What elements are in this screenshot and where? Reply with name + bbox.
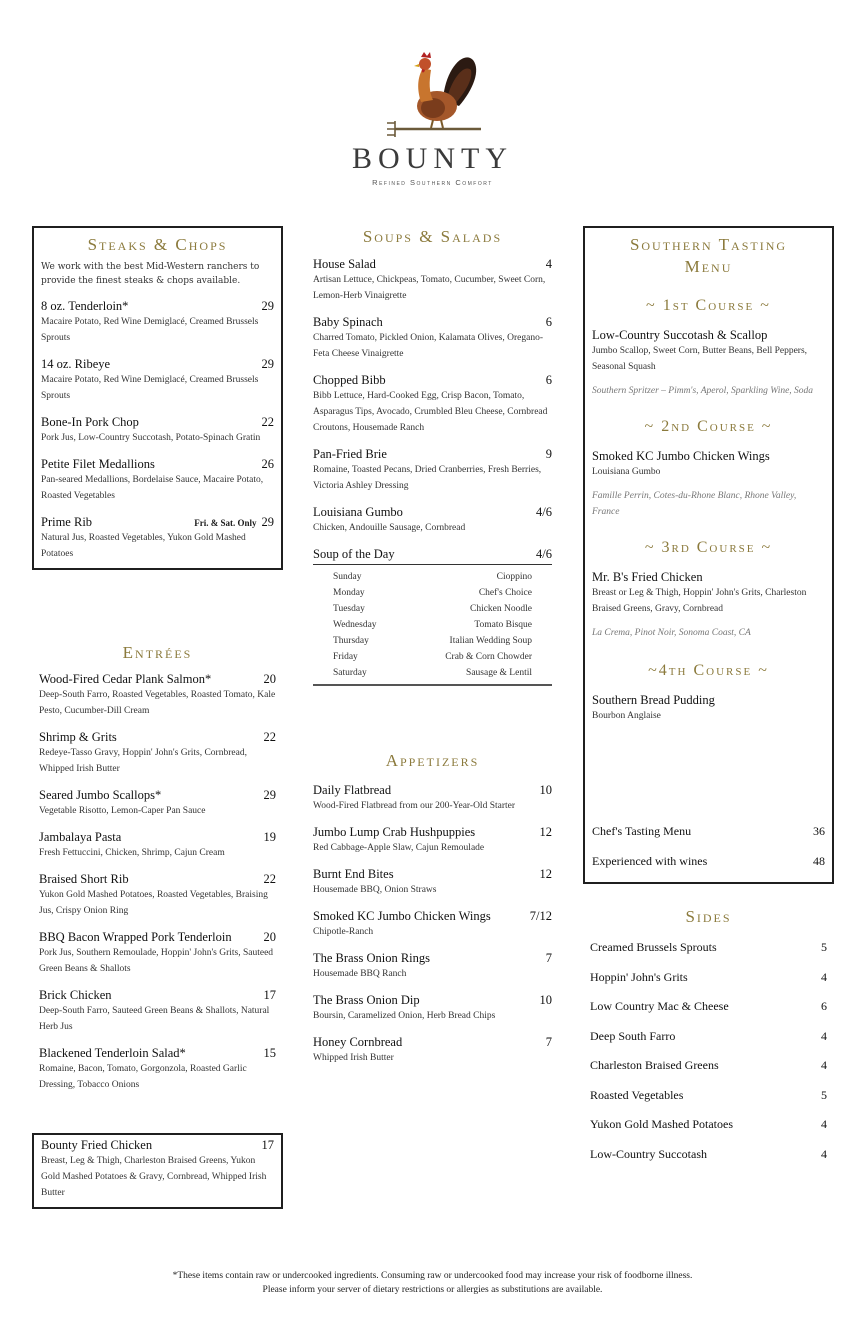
course-block [592,538,825,641]
menu-item [41,515,274,562]
course-title: ~ 3rd Course ~ [644,539,773,556]
item-price: 22 [263,730,276,744]
side-item [590,1051,827,1081]
item-name: House Salad [313,257,376,271]
menu-item [313,993,552,1024]
menu-item [313,257,552,304]
tasting-price-row [592,847,825,877]
soup-name: Chef's Choice [478,588,532,598]
soup-schedule [313,569,552,686]
side-name: Low-Country Succotash [590,1146,707,1161]
menu-item [39,1046,276,1093]
item-desc: Bibb Lettuce, Hard-Cooked Egg, Crisp Bacon, Tomato, Asparagus Tips, Avocado, Crumbled Bleu Cheese, Cornbread Croutons, Housemade Ranch [313,391,548,433]
soup-row [333,601,532,617]
item-desc: Charred Tomato, Pickled Onion, Kalamata Olives, Oregano-Feta Cheese Vinaigrette [313,333,543,359]
item-price: 29 [263,788,276,802]
soup-day: Tuesday [333,604,365,614]
soup-row [333,665,532,681]
item-desc: Romaine, Toasted Pecans, Dried Cranberries, Fresh Berries, Victoria Ashley Dressing [313,465,542,491]
course-title: ~ 1st Course ~ [646,297,771,314]
item-name: Louisiana Gumbo [313,505,403,519]
menu-item [313,447,552,494]
item-desc: Boursin, Caramelized Onion, Herb Bread Chips [313,1011,496,1021]
menu-item [313,867,552,898]
item-price: 10 [539,993,552,1007]
tasting-price-label: Chef's Tasting Menu [592,824,692,838]
tasting-price-label: Experienced with wines [592,853,708,868]
item-name: Petite Filet Medallions [41,457,155,471]
course-dish: Smoked KC Jumbo Chicken Wings [592,449,770,463]
soup-name: Sausage & Lentil [466,668,532,678]
brand-name: BOUNTY [352,142,513,175]
steaks-intro: We work with the best Mid-Western ranchers to provide the finest steaks & chops available. [41,262,260,286]
item-price: 4/6 [536,505,552,519]
menu-item [313,909,552,940]
soup-row [333,585,532,601]
item-name: Baby Spinach [313,315,383,329]
entrees-title: Entrées [122,643,193,662]
course-block [592,661,825,724]
soup-row [333,569,532,585]
item-desc: Artisan Lettuce, Chickpeas, Tomato, Cucumber, Sweet Corn, Lemon-Herb Vinaigrette [313,275,546,301]
item-desc: Wood-Fired Flatbread from our 200-Year-Old Starter [313,801,516,811]
side-item [590,933,827,963]
appetizers-section [313,750,552,1066]
course-dish: Mr. B's Fried Chicken [592,570,703,584]
item-price: 7 [545,1035,552,1049]
steaks-title: Steaks & Chops [87,235,228,254]
side-price: 5 [821,940,827,954]
item-desc: Chicken, Andouille Sausage, Cornbread [313,523,466,533]
menu-header [0,40,865,187]
item-name: 14 oz. Ribeye [41,357,111,371]
allergy-disclaimer [0,1269,865,1297]
soup-of-the-day [313,547,552,686]
course-desc: Jumbo Scallop, Sweet Corn, Butter Beans, Bell Peppers, Seasonal Squash [592,346,808,372]
side-item [590,1140,827,1170]
menu-item [41,299,274,346]
item-desc: Housemade BBQ, Onion Straws [313,885,437,895]
item-name: Blackened Tenderloin Salad* [39,1046,186,1060]
menu-item [313,951,552,982]
disclaimer-line: Please inform your server of dietary restrictions or allergies as substitutions are available. [262,1285,603,1295]
soups-salads-section [313,226,552,686]
menu-item [39,988,276,1035]
menu-item [313,783,552,814]
item-price: 17 [263,988,276,1002]
entrees-section [32,642,283,1093]
item-name: Honey Cornbread [313,1035,403,1049]
item-desc: Housemade BBQ Ranch [313,969,407,979]
appetizers-title: Appetizers [385,751,480,770]
item-desc: Deep-South Farro, Sauteed Green Beans & Shallots, Natural Herb Jus [39,1006,270,1032]
course-desc: Breast or Leg & Thigh, Hoppin' John's Grits, Charleston Braised Greens, Gravy, Cornbread [592,588,807,614]
item-desc: Red Cabbage-Apple Slaw, Cajun Remoulade [313,843,485,853]
item-name: Seared Jumbo Scallops* [39,788,162,802]
menu-item [313,315,552,362]
tasting-price-value: 48 [813,853,825,868]
side-name: Hoppin' John's Grits [590,969,688,984]
soup-row [333,617,532,633]
item-desc: Fresh Fettuccini, Chicken, Shrimp, Cajun Cream [39,848,225,858]
soup-name: Tomato Bisque [474,620,532,630]
item-price: 20 [263,930,276,944]
soup-day: Friday [333,652,358,662]
item-price: 4/6 [536,547,552,561]
sides-list [583,933,834,1169]
tasting-menu-section [583,226,834,884]
item-price: 6 [545,373,552,387]
item-price: 19 [263,830,276,844]
menu-item [39,730,276,777]
item-desc: Pork Jus, Southern Remoulade, Hoppin' John's Grits, Sauteed Green Beans & Shallots [39,948,274,974]
soup-day: Saturday [333,668,367,678]
menu-item [313,825,552,856]
item-name: Soup of the Day [313,547,395,561]
course-wine: Southern Spritzer – Pimm's, Aperol, Sparkling Wine, Soda [592,386,814,396]
menu-item [313,505,552,536]
menu-item [39,672,276,719]
sides-title: Sides [685,907,732,926]
side-price: 4 [821,1028,827,1043]
item-availability-note: Fri. & Sat. Only [194,518,257,528]
side-price: 4 [821,1117,827,1131]
soup-name: Cioppino [496,572,532,582]
item-price: 22 [261,415,274,429]
side-name: Deep South Farro [590,1028,676,1043]
item-price: 6 [545,315,552,329]
item-price: 15 [263,1046,276,1060]
item-desc: Pan-seared Medallions, Bordelaise Sauce, Macaire Potato, Roasted Vegetables [41,475,264,501]
side-item [590,963,827,993]
soup-day: Sunday [333,572,362,582]
item-name: The Brass Onion Rings [313,951,431,965]
menu-item [39,830,276,861]
soup-row [333,633,532,649]
menu-item [313,1035,552,1066]
soup-row [333,649,532,665]
item-name: Bone-In Pork Chop [41,415,139,429]
item-name: 8 oz. Tenderloin* [41,299,129,313]
steaks-section [32,226,283,570]
menu-item [313,373,552,436]
item-desc: Natural Jus, Roasted Vegetables, Yukon Gold Mashed Potatoes [41,533,246,559]
side-price: 4 [821,1058,827,1072]
item-desc: Whipped Irish Butter [313,1053,394,1063]
side-price: 6 [821,999,827,1013]
item-name: Daily Flatbread [313,783,392,797]
item-price: 22 [263,872,276,886]
item-price: 7 [545,951,552,965]
item-desc: Redeye-Tasso Gravy, Hoppin' John's Grits, Cornbread, Whipped Irish Butter [39,748,247,774]
soup-day: Wednesday [333,620,377,630]
course-desc: Louisiana Gumbo [592,467,661,477]
brand-tagline: Refined Southern Comfort [372,178,493,187]
course-block [592,417,825,520]
course-dish: Southern Bread Pudding [592,693,715,707]
item-desc: Pork Jus, Low-Country Succotash, Potato-Spinach Gratin [41,433,261,443]
course-block [592,296,825,399]
soup-day: Thursday [333,636,369,646]
item-price: 17 [261,1138,274,1152]
item-name: Shrimp & Grits [39,730,117,744]
item-name: Chopped Bibb [313,373,386,387]
item-name: Burnt End Bites [313,867,394,881]
menu-item [39,788,276,819]
item-price: 29 [261,357,274,371]
item-name: Wood-Fired Cedar Plank Salmon* [39,672,212,686]
soup-name: Chicken Noodle [469,604,532,614]
side-price: 4 [821,969,827,984]
item-price: 12 [539,867,552,881]
item-name: Prime Rib [41,515,93,529]
item-desc: Breast, Leg & Thigh, Charleston Braised Greens, Yukon Gold Mashed Potatoes & Gravy, Cornbread, Whipped Irish Butter [41,1156,267,1198]
item-name: Braised Short Rib [39,872,129,886]
item-price: 12 [539,825,552,839]
side-price: 5 [821,1087,827,1102]
item-desc: Macaire Potato, Red Wine Demiglacé, Creamed Brussels Sprouts [41,317,259,343]
menu-item [41,457,274,504]
soups-title: Soups & Salads [362,227,503,246]
menu-item [41,415,274,446]
side-name: Low Country Mac & Cheese [590,999,729,1013]
item-price: 10 [539,783,552,797]
item-name: The Brass Onion Dip [313,993,420,1007]
item-price: 4 [545,257,552,271]
item-name: Bounty Fried Chicken [41,1138,153,1152]
item-desc: Romaine, Bacon, Tomato, Gorgonzola, Roasted Garlic Dressing, Tobacco Onions [39,1064,247,1090]
course-wine: Famille Perrin, Cotes-du-Rhone Blanc, Rhone Valley, France [592,491,797,517]
tasting-price-row [592,817,825,847]
item-name: Jambalaya Pasta [39,830,122,844]
side-item [590,1022,827,1052]
side-name: Creamed Brussels Sprouts [590,940,717,954]
item-price: 7/12 [529,909,552,923]
rooster-logo-icon [373,40,493,140]
item-price: 26 [261,457,274,471]
menu-item [41,357,274,404]
item-price: 20 [263,672,276,686]
soup-day: Monday [333,588,365,598]
side-item [590,1081,827,1111]
featured-item-box [32,1133,283,1209]
sides-section [583,906,834,1169]
course-title: ~ 2nd Course ~ [644,418,773,435]
item-desc: Chipotle-Ranch [313,927,374,937]
side-item [590,992,827,1022]
item-name: Brick Chicken [39,988,112,1002]
soup-name: Italian Wedding Soup [449,636,532,646]
tasting-prices [592,817,825,876]
item-desc: Macaire Potato, Red Wine Demiglacé, Creamed Brussels Sprouts [41,375,259,401]
side-item [590,1110,827,1140]
course-dish: Low-Country Succotash & Scallop [592,328,768,342]
menu-item [39,930,276,977]
item-desc: Deep-South Farro, Roasted Vegetables, Roasted Tomato, Kale Pesto, Cucumber-Dill Cream [39,690,276,716]
course-desc: Bourbon Anglaise [592,711,661,721]
course-wine: La Crema, Pinot Noir, Sonoma Coast, CA [592,628,751,638]
item-name: BBQ Bacon Wrapped Pork Tenderloin [39,930,232,944]
item-price: 29 [261,299,274,313]
course-title: ~4th Course ~ [648,662,769,679]
menu-item [39,872,276,919]
side-name: Roasted Vegetables [590,1087,684,1102]
item-price: 9 [545,447,552,461]
item-desc: Vegetable Risotto, Lemon-Caper Pan Sauce [39,806,206,816]
item-name: Smoked KC Jumbo Chicken Wings [313,909,491,923]
tasting-title: Southern Tasting Menu [629,235,788,276]
item-name: Pan-Fried Brie [313,447,387,461]
side-name: Yukon Gold Mashed Potatoes [590,1117,733,1131]
tasting-price-value: 36 [813,824,825,838]
disclaimer-line: *These items contain raw or undercooked ingredients. Consuming raw or undercooked food may increase your risk of foodborne illness. [172,1271,693,1281]
item-price: 29 [261,515,274,529]
side-price: 4 [821,1146,827,1161]
side-name: Charleston Braised Greens [590,1058,719,1072]
item-name: Jumbo Lump Crab Hushpuppies [313,825,476,839]
item-desc: Yukon Gold Mashed Potatoes, Roasted Vegetables, Braising Jus, Crispy Onion Ring [39,890,268,916]
soup-name: Crab & Corn Chowder [445,652,532,662]
